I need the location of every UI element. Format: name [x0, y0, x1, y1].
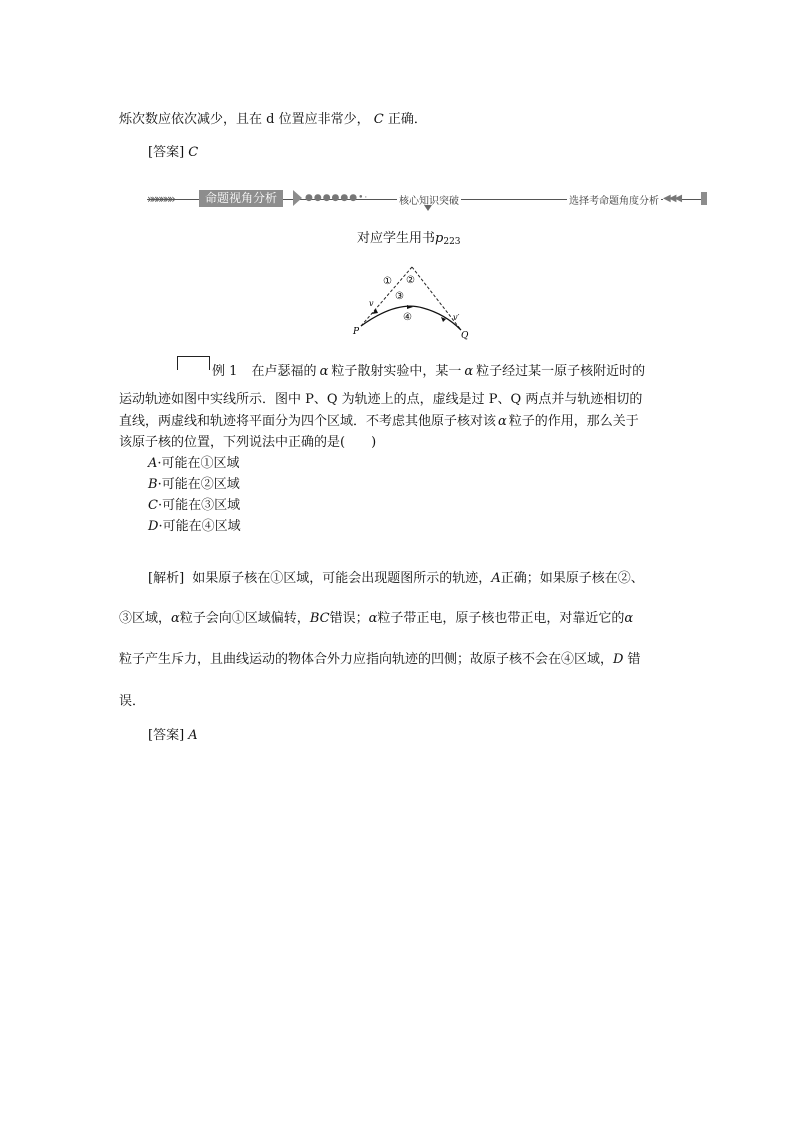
book-reference	[357, 227, 461, 247]
text-segment: A	[491, 571, 501, 586]
reference-p: p	[435, 231, 444, 246]
chevrons-icon: »»»»»»	[147, 192, 174, 206]
option-letter: A	[148, 456, 158, 471]
text-segment: 正确；如果原子核在②、	[500, 571, 644, 586]
alpha-symbol: α	[624, 611, 634, 626]
region-label-3: ③	[395, 291, 404, 302]
down-triangle-icon	[424, 205, 432, 211]
trajectory-figure	[345, 262, 475, 342]
option-letter: D	[148, 519, 159, 534]
text-segment: 粒子产生斥力，且曲线运动的物体合外力应指向轨迹的凹侧；故原子核不会在④区域，	[119, 652, 614, 667]
region-label-1: ①	[383, 276, 392, 287]
banner-end-bar	[701, 192, 707, 205]
analysis-label: [解析]	[148, 571, 185, 586]
text-segment: 位置应非常少，	[278, 112, 370, 127]
option-text: ·可能在①区域	[157, 456, 240, 471]
option-letter: B	[148, 477, 158, 492]
alpha-symbol: α	[464, 364, 474, 379]
text-segment: C	[373, 112, 384, 127]
text-segment: 如果原子核在①区域，可能会出现题图所示的轨迹，	[192, 571, 492, 586]
text-segment: 直线，两虚线和轨迹将平面分为四个区域．不考虑其他原子核对该	[119, 414, 497, 429]
answer-label: [答案]	[148, 145, 185, 160]
banner-middle-label: 核心知识突破	[397, 192, 461, 207]
alpha-symbol: α	[319, 364, 329, 379]
left-arrows-icon: ◀◀◀	[663, 193, 681, 204]
analysis-line-4: 误．	[119, 694, 146, 709]
example-line-4: 该原子核的位置，下列说法中正确的是( )	[119, 435, 377, 450]
option-text: ·可能在②区域	[157, 477, 240, 492]
option-d	[148, 515, 241, 534]
text-segment: D	[613, 652, 624, 667]
option-a	[148, 452, 240, 471]
section-banner	[147, 189, 707, 211]
text-segment: 在卢瑟福的	[251, 364, 317, 379]
alpha-symbol: α	[171, 611, 180, 626]
alpha-symbol: α	[368, 611, 378, 626]
tag-arrow-icon	[293, 190, 302, 206]
example-line-1	[212, 360, 645, 379]
text-segment: 粒子经过某一原子核附近时的	[476, 364, 646, 379]
banner-right-label: 选择考命题角度分析	[567, 192, 661, 207]
text-segment: 粒子的作用，那么关于	[508, 414, 639, 429]
banner-tag: 命题视角分析	[199, 190, 283, 207]
point-label-p: P	[353, 327, 360, 337]
example-box	[177, 356, 210, 370]
text-segment: 粒子会向①区域偏转，	[179, 611, 310, 626]
text-segment: 粒子带正电，原子核也带正电，对靠近它的	[377, 611, 625, 626]
region-label-4: ④	[403, 312, 412, 323]
region-label-2: ②	[406, 275, 415, 286]
example-label: 例 1	[212, 364, 238, 379]
continuation-line	[119, 108, 427, 127]
reference-page: 223	[443, 237, 461, 247]
option-letter: C	[148, 498, 158, 513]
example-line-2: 运动轨迹如图中实线所示．图中 P、Q 为轨迹上的点，虚线是过 P、Q 两点并与轨迹相切的	[119, 392, 643, 407]
option-text: ·可能在④区域	[158, 519, 241, 534]
text-segment: d	[266, 112, 275, 127]
answer-label: [答案]	[148, 728, 185, 743]
dots-icon: ●●●●●●•·	[305, 193, 369, 203]
analysis-line-2	[119, 607, 633, 626]
reference-text: 对应学生用书	[357, 231, 436, 246]
text-segment: 烁次数应依次减少，且在	[119, 112, 263, 127]
text-segment: 粒子散射实验中，某一	[331, 364, 462, 379]
option-c	[148, 494, 240, 513]
label-v: v	[369, 299, 374, 308]
point-label-q: Q	[461, 331, 469, 341]
analysis-line-1	[148, 567, 644, 586]
text-segment: BC	[309, 611, 330, 626]
answer-value: A	[188, 728, 198, 743]
option-text: ·可能在③区域	[157, 498, 241, 513]
analysis-answer	[148, 724, 198, 743]
text-segment: 错误；	[329, 611, 369, 626]
label-v-prime: v′	[453, 313, 460, 322]
example-line-3	[119, 410, 639, 429]
text-segment: 正确．	[387, 112, 427, 127]
analysis-line-3	[119, 648, 640, 667]
option-b	[148, 473, 240, 492]
text-segment: 错	[627, 652, 641, 667]
alpha-symbol: α	[498, 414, 507, 429]
answer-value: C	[188, 145, 199, 160]
text-segment: ③区域，	[119, 611, 172, 626]
top-answer	[148, 141, 198, 160]
